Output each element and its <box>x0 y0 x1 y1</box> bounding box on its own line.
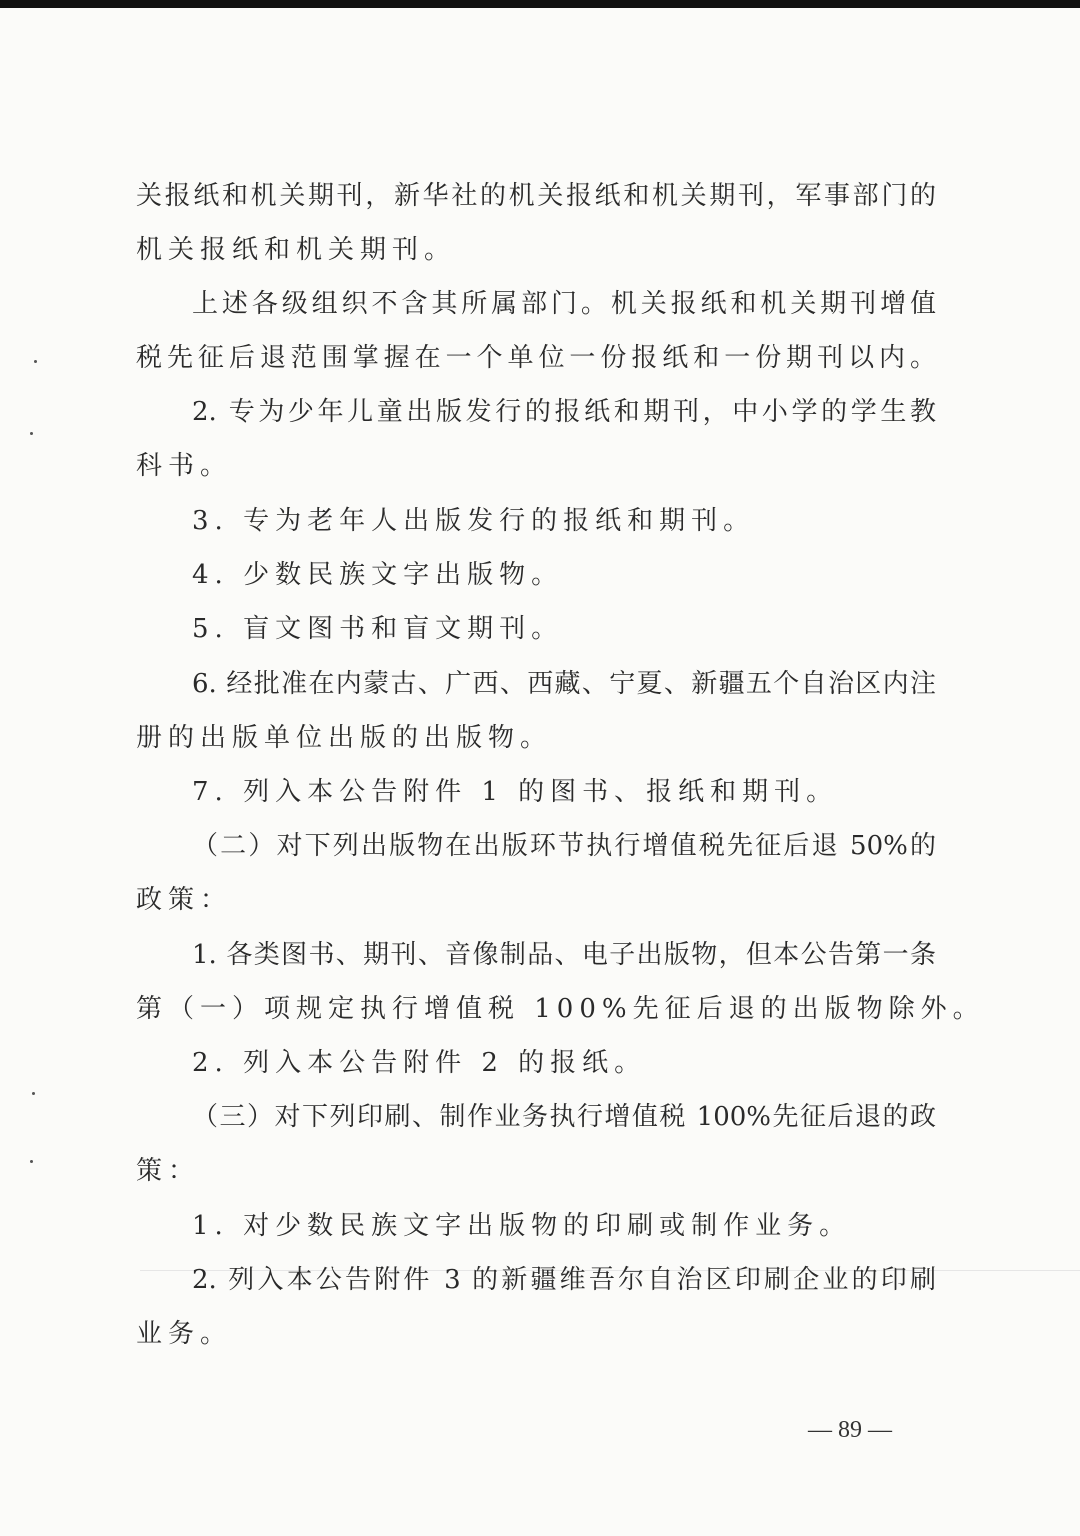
list-item-line: 6. 经批准在内蒙古、广西、西藏、宁夏、新疆五个自治区内注 <box>192 669 936 699</box>
page-number: — 89 — <box>808 1417 892 1443</box>
list-item-line: 1. 对少数民族文字出版物的印刷或制作业务。 <box>192 1211 852 1241</box>
list-item-line: 第（一）项规定执行增值税 100%先征后退的出版物除外。 <box>136 994 985 1024</box>
list-item-line: 2. 列入本公告附件 3 的新疆维吾尔自治区印刷企业的印刷 <box>192 1265 936 1295</box>
list-item-line: 业务。 <box>136 1319 233 1349</box>
list-item-line: 2. 列入本公告附件 2 的报纸。 <box>192 1048 647 1078</box>
body-line: 关报纸和机关期刊，新华社的机关报纸和机关期刊，军事部门的 <box>136 181 936 211</box>
list-item-line: 1. 各类图书、期刊、音像制品、电子出版物，但本公告第一条 <box>192 940 936 970</box>
list-item-line: 7. 列入本公告附件 1 的图书、报纸和期刊。 <box>192 777 839 807</box>
body-line: 税先征后退范围掌握在一个单位一份报纸和一份期刊以内。 <box>136 343 936 373</box>
scan-top-border <box>0 0 1080 8</box>
document-page <box>0 8 1080 1536</box>
body-line: 上述各级组织不含其所属部门。机关报纸和机关期刊增值 <box>192 289 936 319</box>
section-heading-line: 政策： <box>136 885 233 915</box>
list-item-line: 科书。 <box>136 451 233 481</box>
scan-speck <box>30 432 33 435</box>
list-item-line: 3. 专为老年人出版发行的报纸和期刊。 <box>192 506 756 536</box>
list-item-line: 2. 专为少年儿童出版发行的报纸和期刊，中小学的学生教 <box>192 397 936 427</box>
section-heading-line: （二）对下列出版物在出版环节执行增值税先征后退 50%的 <box>192 831 936 861</box>
body-line: 机关报纸和机关期刊。 <box>136 235 457 265</box>
list-item-line: 册的出版单位出版的出版物。 <box>136 723 553 753</box>
scan-speck <box>30 1160 33 1163</box>
section-heading-line: 策： <box>136 1156 201 1186</box>
scan-speck <box>34 360 37 363</box>
list-item-line: 5. 盲文图书和盲文期刊。 <box>192 614 564 644</box>
section-heading-line: （三）对下列印刷、制作业务执行增值税 100%先征后退的政 <box>192 1102 936 1132</box>
scan-speck <box>32 1092 35 1095</box>
list-item-line: 4. 少数民族文字出版物。 <box>192 560 564 590</box>
